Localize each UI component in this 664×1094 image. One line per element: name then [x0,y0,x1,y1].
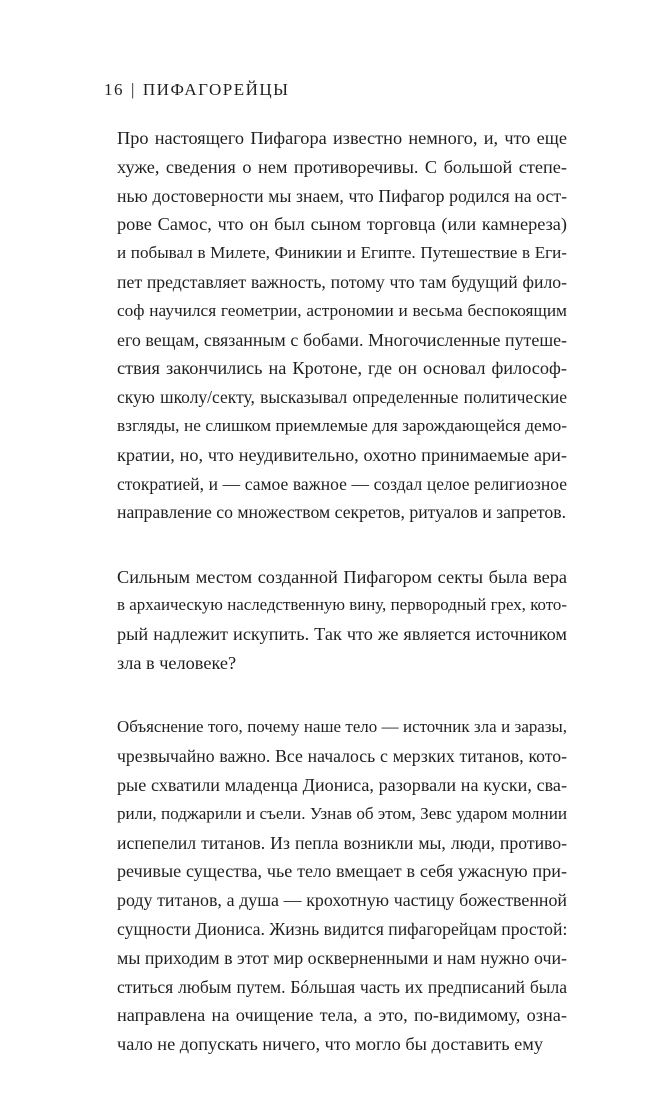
text-line: рили, поджарили и съели. Узнав об этом, Зевс ударом молнии [117,803,567,823]
text-line: хуже, сведения о нем противоречивы. С большой степе- [117,156,567,177]
text-line: скую школу/секту, высказывал определенные политические [117,387,567,408]
text-line: пет представляет важность, потому что там будущий фило- [117,271,567,292]
text-line: взгляды, не слишком приемлемые для зарождающейся демо- [117,415,567,435]
text-line: Сильным местом созданной Пифагором секты была вера [117,566,567,587]
text-line: стократией, и — самое важное — создал целое религиозное [117,473,567,494]
text-line: ствия закончились на Кротоне, где он основал философ- [117,358,567,379]
chapter-title: ПИФАГОРЕЙЦЫ [142,80,290,99]
text-line: Про настоящего Пифагора известно немного, и, что еще [117,128,567,148]
text-line: речивые существа, чье тело вмещает в себя ужасную при- [117,861,567,882]
text-line: чрезвычайно важно. Все началось с мерзких титанов, кото- [117,746,567,767]
text-line: в архаическую наследственную вину, первородный грех, кото- [117,595,567,615]
text-line: роду титанов, а душа — крохотную частицу божественной [117,890,567,911]
text-line: рый надлежит искупить. Так что же является источником [117,624,567,645]
page-number: 16 [104,80,124,99]
text-line: его вещам, связанным с бобами. Многочисленные путеше- [117,329,567,350]
text-line: соф научился геометрии, астрономии и весьма беспокоящим [117,300,567,320]
text-line: испепелил титанов. Из пепла возникли мы, люди, противо- [117,832,567,853]
text-line: чало не допускать ничего, что могло бы доставить ему [117,1034,543,1055]
text-line: кратии, но, что неудивительно, охотно принимаемые ари- [117,444,567,465]
header-separator: | [131,80,136,99]
text-line: мы приходим в этот мир оскверненными и нам нужно очи- [117,947,567,968]
body-text [117,124,567,1094]
text-line: и побывал в Милете, Финикии и Египте. Путешествие в Еги- [117,243,567,263]
text-line: ститься любым путем. Бóльшая часть их предписаний была [117,976,567,997]
text-line: рые схватили младенца Диониса, разорвали на куски, сва- [117,774,567,795]
text-line: нью достоверности мы знаем, что Пифагор родился на ост- [117,185,567,206]
text-line: рове Самос, что он был сыном торговца (или камнереза) [117,214,567,235]
paragraph [117,124,567,527]
text-line: направлена на очищение тела, а это, по-видимому, озна- [117,1005,567,1026]
text-line: зла в человеке? [117,653,237,674]
text-line: Объяснение того, почему наше тело — источник зла и заразы, [117,717,567,737]
paragraph [117,713,567,1059]
text-line: сущности Диониса. Жизнь видится пифагорейцам простой: [117,918,568,939]
paragraph [117,563,567,678]
running-head [104,78,290,102]
text-line: направление со множеством секретов, ритуалов и запретов. [117,502,567,523]
